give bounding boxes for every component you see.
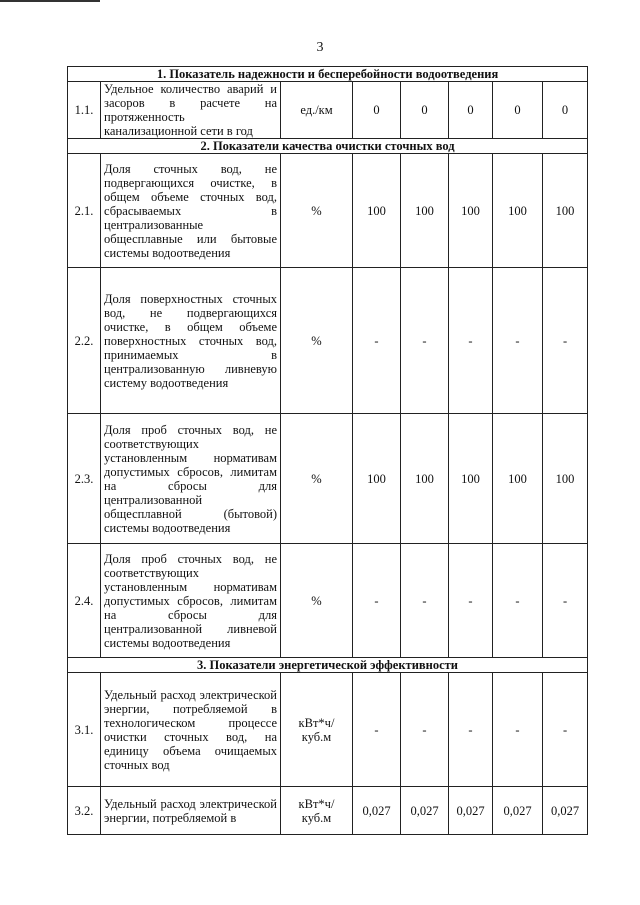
- row-value: 100: [449, 154, 493, 268]
- row-value: -: [449, 268, 493, 414]
- row-number: 1.1.: [68, 82, 101, 139]
- row-number: 2.4.: [68, 544, 101, 658]
- row-number: 3.1.: [68, 673, 101, 787]
- row-value: -: [401, 673, 449, 787]
- row-value: -: [543, 268, 588, 414]
- table-row: [68, 154, 588, 268]
- row-value: -: [401, 544, 449, 658]
- row-description: Доля поверхностных сточных вод, не подвергающихся очистке, в общем объеме поверхностных сточных вод, принимаемых в централизованную ливневую систему водоотведения: [101, 268, 281, 414]
- row-value: -: [493, 268, 543, 414]
- row-value: -: [353, 268, 401, 414]
- table-row: [68, 673, 588, 787]
- row-value: 100: [493, 414, 543, 544]
- indicators-table: [67, 66, 588, 835]
- row-description: Доля проб сточных вод, не соответствующих установленным нормативам допустимых сбросов, лимитам на сбросы для централизованной ливневой системы водоотведения: [101, 544, 281, 658]
- table-row: [68, 268, 588, 414]
- section-title: 1. Показатель надежности и бесперебойности водоотведения: [68, 67, 588, 82]
- row-value: 0: [353, 82, 401, 139]
- row-value: 100: [543, 154, 588, 268]
- row-unit: %: [281, 414, 353, 544]
- page-number: 3: [316, 40, 324, 55]
- row-unit: %: [281, 154, 353, 268]
- row-value: -: [401, 268, 449, 414]
- row-value: 100: [353, 414, 401, 544]
- row-unit: ед./км: [281, 82, 353, 139]
- row-value: 0,027: [449, 787, 493, 835]
- row-unit: %: [281, 268, 353, 414]
- row-value: -: [493, 544, 543, 658]
- table-row: [68, 414, 588, 544]
- row-value: 100: [353, 154, 401, 268]
- row-value: 0,027: [543, 787, 588, 835]
- row-number: 3.2.: [68, 787, 101, 835]
- row-value: 0: [493, 82, 543, 139]
- section-header: [68, 67, 588, 82]
- section-header: [68, 139, 588, 154]
- row-value: 100: [401, 414, 449, 544]
- row-number: 2.3.: [68, 414, 101, 544]
- row-unit: кВт*ч/ куб.м: [281, 673, 353, 787]
- row-value: -: [493, 673, 543, 787]
- section-header: [68, 658, 588, 673]
- top-rule: [0, 0, 100, 2]
- row-value: -: [543, 673, 588, 787]
- row-description: Удельный расход электрической энергии, потребляемой в: [101, 787, 281, 835]
- row-value: 100: [493, 154, 543, 268]
- section-title: 3. Показатели энергетической эффективности: [68, 658, 588, 673]
- row-value: 100: [449, 414, 493, 544]
- row-number: 2.2.: [68, 268, 101, 414]
- row-value: 100: [401, 154, 449, 268]
- row-value: 0,027: [493, 787, 543, 835]
- row-description: Удельный расход электрической энергии, потребляемой в технологическом процессе очистки сточных вод, на единицу объема очищаемых сточных вод: [101, 673, 281, 787]
- row-value: 100: [543, 414, 588, 544]
- row-value: -: [449, 673, 493, 787]
- table-row: [68, 787, 588, 835]
- table-row: [68, 82, 588, 139]
- row-value: -: [353, 673, 401, 787]
- row-number: 2.1.: [68, 154, 101, 268]
- row-value: 0: [449, 82, 493, 139]
- row-value: -: [543, 544, 588, 658]
- row-description: Доля сточных вод, не подвергающихся очистке, в общем объеме сточных вод, сбрасываемых в централизованные общесплавные или бытовые системы водоотведения: [101, 154, 281, 268]
- row-unit: %: [281, 544, 353, 658]
- row-value: 0: [401, 82, 449, 139]
- row-description: Удельное количество аварий и засоров в расчете на протяженность канализационной сети в год: [101, 82, 281, 139]
- row-value: 0,027: [401, 787, 449, 835]
- row-value: -: [353, 544, 401, 658]
- row-unit: кВт*ч/ куб.м: [281, 787, 353, 835]
- section-title: 2. Показатели качества очистки сточных вод: [68, 139, 588, 154]
- row-description: Доля проб сточных вод, не соответствующих установленным нормативам допустимых сбросов, лимитам на сбросы для централизованной общесплавной (бытовой) системы водоотведения: [101, 414, 281, 544]
- table-row: [68, 544, 588, 658]
- row-value: 0,027: [353, 787, 401, 835]
- row-value: -: [449, 544, 493, 658]
- row-value: 0: [543, 82, 588, 139]
